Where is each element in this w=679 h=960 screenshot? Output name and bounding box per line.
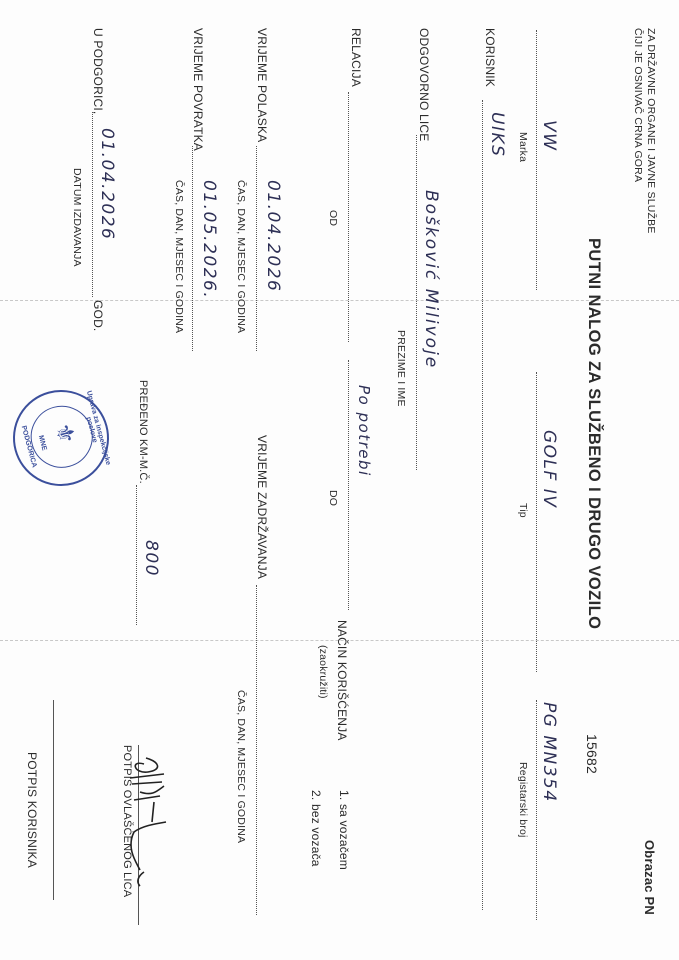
nacin-label: NAČIN KORIŠĆENJA — [335, 620, 349, 741]
polazak-value: 01.04.2026 — [263, 180, 283, 293]
povratak-label: VRIJEME POVRATKA — [191, 28, 205, 152]
relacija-do: DO — [327, 490, 339, 507]
marka-label: Marka — [517, 132, 529, 163]
nacin-option-1: 1. sa vozačem — [337, 790, 351, 870]
izdavanje-prefix: U PODGORICI, — [91, 28, 105, 115]
povratak-line — [192, 146, 193, 351]
polazak-label: VRIJEME POLASKA — [255, 28, 269, 143]
order-number: 15682 — [584, 734, 600, 774]
org-line-2: ČIJI JE OSNIVAČ CRNA GORA — [632, 28, 644, 183]
povratak-value: 01.05.2026. — [199, 180, 219, 300]
nacin-option-2: 2. bez vozača — [309, 790, 323, 867]
izdavanje-caption: DATUM IZDAVANJA — [71, 168, 83, 267]
korisnik-signature-line — [53, 700, 54, 900]
zadrzavanje-label: VRIJEME ZADRŽAVANJA — [255, 435, 269, 580]
polazak-line — [256, 146, 257, 351]
odgovorno-label: ODGOVORNO LICE — [417, 28, 431, 142]
potpis-korisnika-label: POTPIS KORISNIKA — [25, 752, 39, 868]
form-code: Obrazac PN — [642, 840, 657, 915]
nacin-sublabel: (zaokružiti) — [317, 645, 329, 699]
reg-value: PG MN354 — [539, 702, 559, 803]
ovlasceno-label: POTPIS OVLAŠĆENOG LICA — [121, 745, 133, 898]
tip-label: Tip — [517, 503, 529, 518]
relacija-do-line — [348, 360, 349, 610]
reg-line — [536, 700, 537, 920]
zadrzavanje-line — [256, 585, 257, 915]
crest-icon: ⚜ — [48, 419, 81, 448]
polazak-caption: ČAS, DAN, MJESEC I GODINA — [235, 180, 247, 334]
official-stamp — [2, 379, 120, 497]
relacija-value: Po potrebi — [355, 385, 373, 477]
reg-label: Registarski broj — [517, 762, 529, 838]
odgovorno-line — [416, 135, 417, 470]
marka-line — [536, 30, 537, 290]
povratak-caption: ČAS, DAN, MJESEC I GODINA — [173, 180, 185, 334]
marka-value: VW — [539, 120, 559, 152]
authorized-signature — [124, 752, 174, 912]
predjeno-value: 800 — [141, 540, 161, 577]
tip-line — [536, 372, 537, 672]
izdavanje-line — [92, 112, 93, 297]
stamp-text-bottom: PODGORICA — [19, 424, 38, 469]
korisnik-line — [482, 100, 483, 910]
tip-value: GOLF IV — [539, 430, 559, 509]
izdavanje-god: GOD. — [91, 300, 105, 332]
org-line-1: ZA DRŽAVNE ORGANE I JAVNE SLUŽBE — [645, 28, 657, 234]
izdavanje-value: 01.04.2026 — [97, 128, 117, 241]
zadrzavanje-caption: ČAS, DAN, MJESEC I GODINA — [235, 690, 247, 844]
predjeno-line — [136, 485, 137, 625]
relacija-label: RELACIJA — [349, 28, 363, 87]
stamp-center: MNE — [36, 434, 48, 452]
predjeno-label: PREĐENO KM-M.Č. — [137, 380, 149, 484]
form-title: PUTNI NALOG ZA SLUŽBENO I DRUGO VOZILO — [585, 238, 603, 630]
odgovorno-value: Bošković Milivoje — [421, 190, 441, 370]
korisnik-value: UIKS — [487, 112, 507, 158]
relacija-od-line — [348, 92, 349, 342]
korisnik-label: KORISNIK — [483, 28, 497, 87]
stamp-text-top: Uprava za inspekcijske poslove — [84, 390, 112, 466]
odgovorno-caption: PREZIME I IME — [395, 330, 407, 407]
relacija-od: OD — [327, 210, 339, 227]
